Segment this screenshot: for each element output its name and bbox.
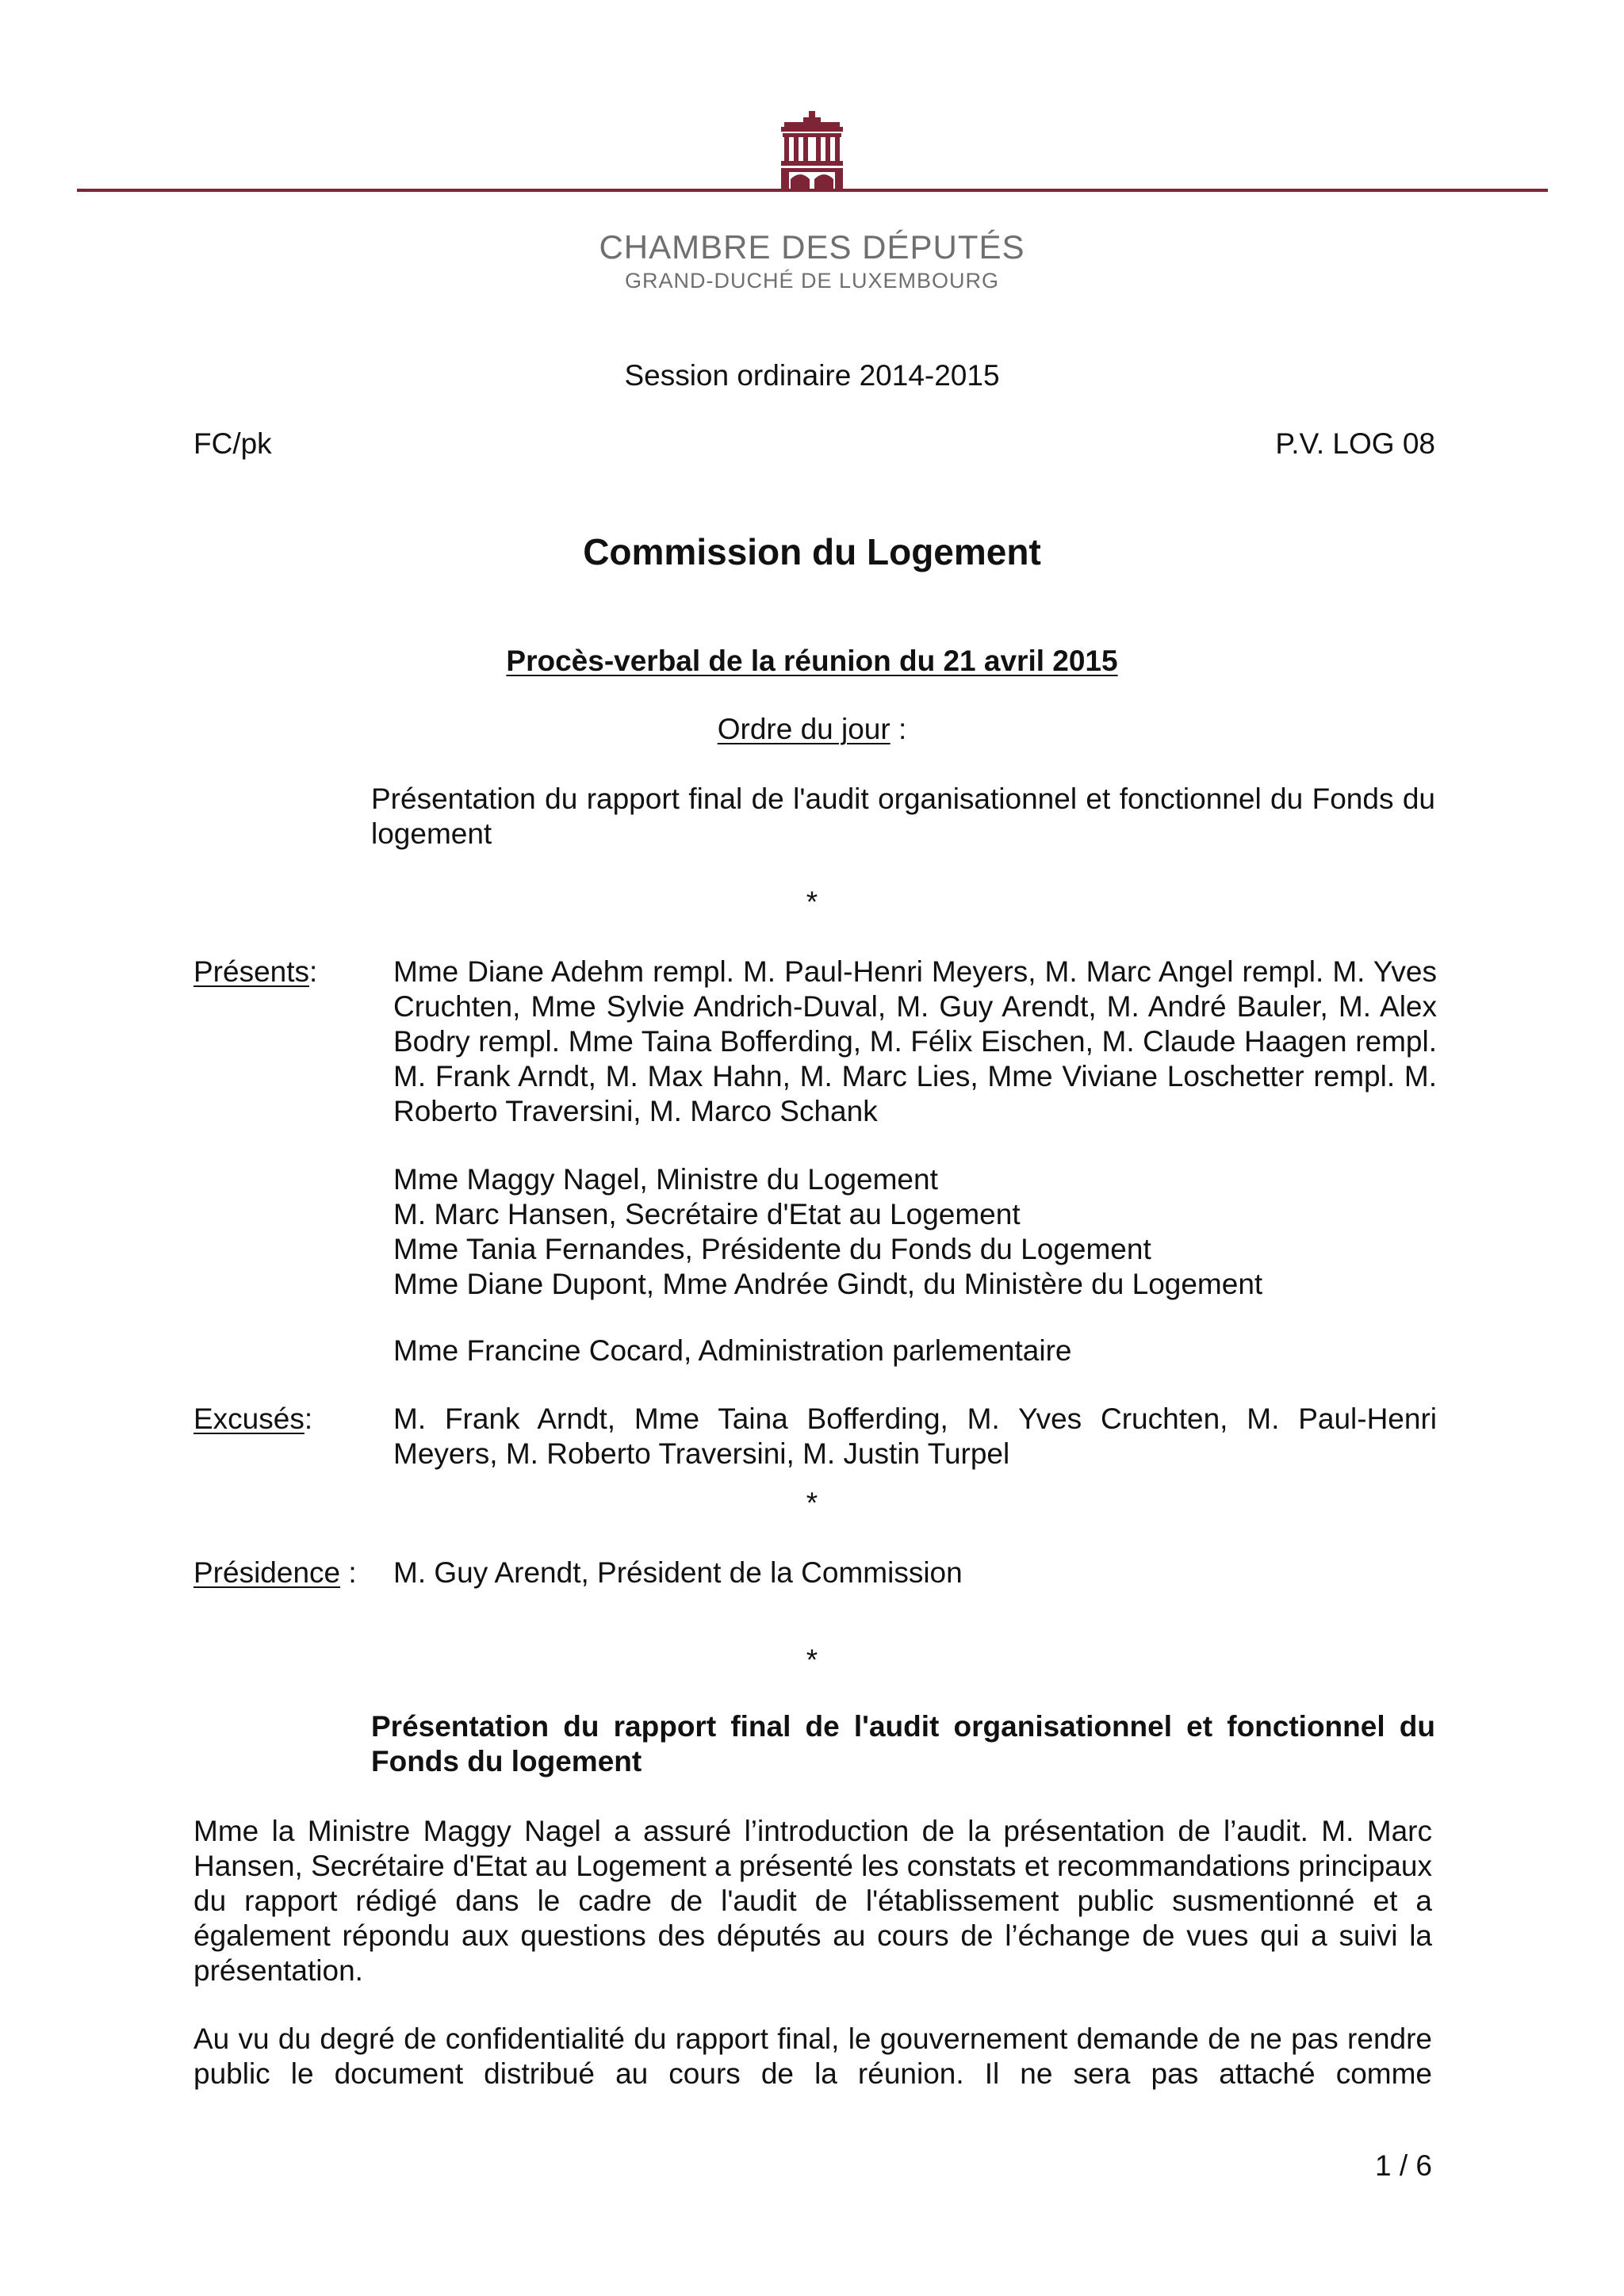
guest-item: Mme Diane Dupont, Mme Andrée Gindt, du Ministère du Logement xyxy=(393,1268,1263,1300)
separator-star: * xyxy=(806,886,818,918)
commission-title: Commission du Logement xyxy=(583,531,1041,572)
present-label xyxy=(193,955,317,989)
presidence-label xyxy=(193,1556,357,1590)
presidence-label-suffix: : xyxy=(340,1556,357,1589)
separator-star: * xyxy=(806,1487,818,1519)
present-label-suffix: : xyxy=(309,955,318,988)
administration-attendee: Mme Francine Cocard, Administration parlementaire xyxy=(393,1334,1072,1367)
presidence-value: M. Guy Arendt, Président de la Commission xyxy=(393,1556,963,1589)
organization-subtitle: GRAND-DUCHÉ DE LUXEMBOURG xyxy=(624,269,1000,293)
presidence-label-text: Présidence xyxy=(193,1556,341,1589)
agenda-heading xyxy=(0,712,1624,747)
excused-label-suffix: : xyxy=(304,1402,313,1435)
excused-members: M. Frank Arndt, Mme Taina Bofferding, M. Yves Cruchten, M. Paul-Henri Meyers, M. Roberto Traversini, M. Justin Turpel xyxy=(393,1402,1437,1470)
page-number: 1 / 6 xyxy=(1375,2149,1432,2182)
body-paragraph: Au vu du degré de confidentialité du rapport final, le gouvernement demande de ne pas rendre public le document distribué au cours de la réunion. Il ne sera pas attaché comme xyxy=(193,2022,1432,2090)
excused-label-text: Excusés xyxy=(193,1402,304,1435)
agenda-item: Présentation du rapport final de l'audit organisationnel et fonctionnel du Fonds du logement xyxy=(371,783,1435,850)
section-title: Présentation du rapport final de l'audit organisationnel et fonctionnel du Fonds du logement xyxy=(371,1710,1435,1777)
chamber-building-logo-icon xyxy=(779,111,845,190)
session-line: Session ordinaire 2014-2015 xyxy=(624,359,1000,392)
reference-pv-number: P.V. LOG 08 xyxy=(1275,427,1435,460)
guest-list xyxy=(393,1162,1437,1302)
agenda-label: Ordre du jour xyxy=(717,713,891,745)
agenda-label-suffix: : xyxy=(890,713,907,745)
excused-label xyxy=(193,1402,312,1437)
guest-item: M. Marc Hansen, Secrétaire d'Etat au Logement xyxy=(393,1198,1021,1230)
body-paragraph: Mme la Ministre Maggy Nagel a assuré l’introduction de la présentation de l’audit. M. Marc Hansen, Secrétaire d'Etat au Logement a présenté les constats et recommandations principaux du rapport rédigé dans le cadre de l'audit de l'établissement public susmentionné et a également répondu aux questions des députés au cours de l’échange de vues qui a suivi la présentation. xyxy=(193,1815,1432,1987)
present-members: Mme Diane Adehm rempl. M. Paul-Henri Meyers, M. Marc Angel rempl. M. Yves Cruchten, Mme Sylvie Andrich-Duval, M. Guy Arendt, M. André Bauler, M. Alex Bodry rempl. Mme Taina Bofferding, M. Félix Eischen, M. Claude Haagen rempl. M. Frank Arndt, M. Max Hahn, M. Marc Lies, Mme Viviane Loschetter rempl. M. Roberto Traversini, M. Marco Schank xyxy=(393,955,1437,1127)
separator-star: * xyxy=(806,1644,818,1676)
minutes-title: Procès-verbal de la réunion du 21 avril 2015 xyxy=(506,645,1118,677)
reference-initials: FC/pk xyxy=(193,427,272,460)
guest-item: Mme Maggy Nagel, Ministre du Logement xyxy=(393,1163,938,1196)
organization-name: CHAMBRE DES DÉPUTÉS xyxy=(599,228,1025,266)
guest-item: Mme Tania Fernandes, Présidente du Fonds du Logement xyxy=(393,1233,1151,1265)
present-label-text: Présents xyxy=(193,955,310,988)
